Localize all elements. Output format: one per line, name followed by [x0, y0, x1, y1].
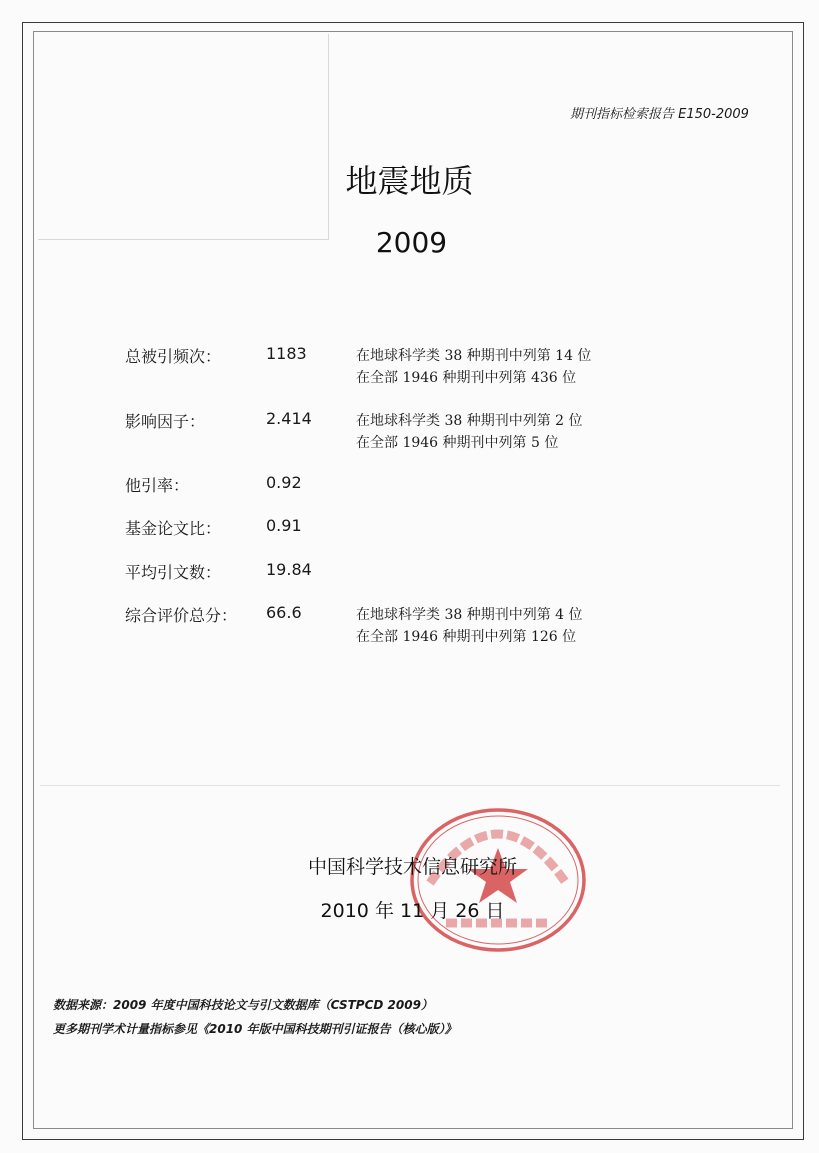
show-through-rule: [40, 785, 780, 786]
metric-rank: [356, 604, 583, 648]
issuing-institute: 中国科学技术信息研究所: [307, 856, 517, 878]
rank-in-category: 在地球科学类 38 种期刊中列第 2 位: [356, 413, 583, 429]
metric-label: 平均引文数：: [125, 563, 222, 582]
show-through-box: [38, 34, 329, 240]
metric-label: 影响因子：: [125, 412, 206, 431]
metric-label: 总被引频次：: [125, 347, 222, 366]
journal-title: 地震地质: [345, 162, 474, 200]
footnote-more-info: 更多期刊学术计量指标参见《2010 年版中国科技期刊引证报告（核心版）》: [53, 1022, 457, 1036]
metric-value: 19.84: [266, 560, 312, 579]
metric-label: 他引率：: [125, 476, 190, 495]
issue-date: 2010 年 11 月 26 日: [320, 900, 505, 922]
metric-label: 基金论文比：: [125, 519, 222, 538]
rank-in-category: 在地球科学类 38 种期刊中列第 4 位: [356, 607, 583, 623]
rank-overall: 在全部 1946 种期刊中列第 5 位: [356, 435, 559, 451]
metric-rank: [356, 410, 583, 454]
rank-overall: 在全部 1946 种期刊中列第 436 位: [356, 370, 577, 386]
rank-overall: 在全部 1946 种期刊中列第 126 位: [356, 629, 577, 645]
metric-value: 1183: [266, 344, 307, 363]
rank-in-category: 在地球科学类 38 种期刊中列第 14 位: [356, 348, 592, 364]
official-seal-stamp: [408, 805, 588, 955]
metric-value: 0.92: [266, 473, 302, 492]
footnote-data-source: 数据来源：2009 年度中国科技论文与引文数据库（CSTPCD 2009）: [53, 998, 433, 1012]
metric-value: 0.91: [266, 516, 302, 535]
journal-year: 2009: [375, 226, 448, 259]
metric-rank: [356, 345, 591, 389]
metric-value: 2.414: [266, 409, 312, 428]
metric-label: 综合评价总分：: [125, 606, 238, 625]
metric-value: 66.6: [266, 603, 302, 622]
report-code: 期刊指标检索报告 E150-2009: [570, 107, 749, 122]
